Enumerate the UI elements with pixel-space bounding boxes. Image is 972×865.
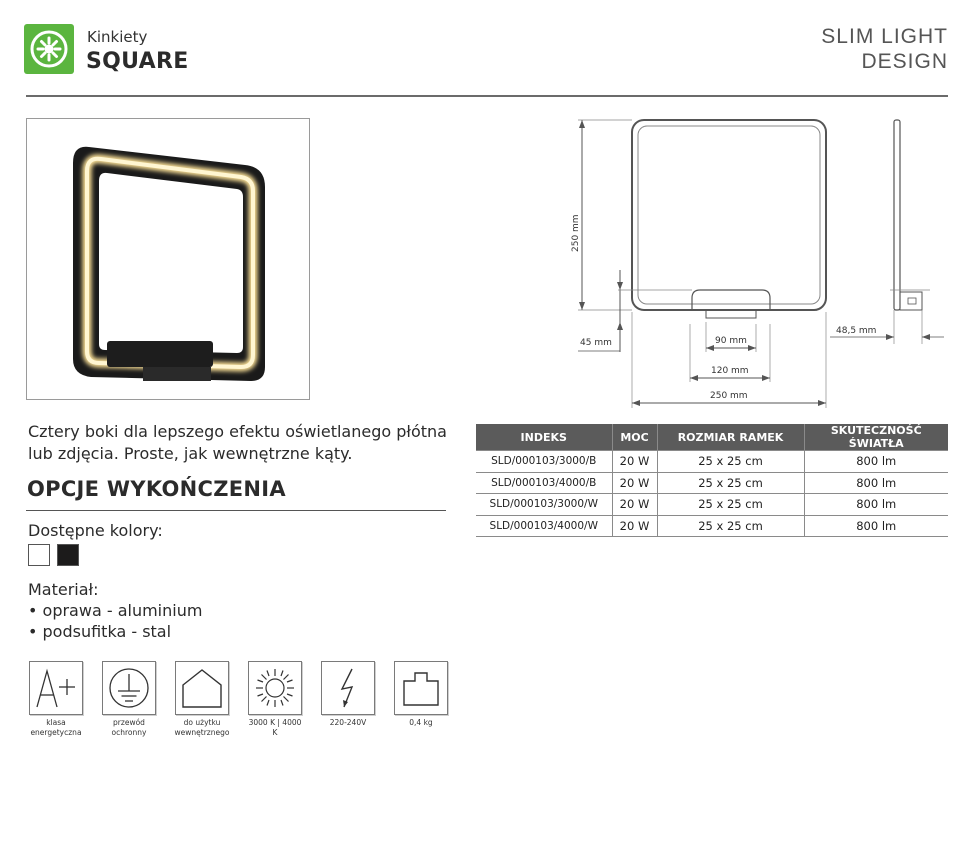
- cell-size: 25 x 25 cm: [657, 472, 804, 494]
- spec-table: [476, 424, 948, 537]
- material-list: [28, 600, 202, 642]
- cell-index: SLD/000103/4000/B: [476, 472, 612, 494]
- header-power: MOC: [612, 424, 657, 451]
- ground-protection-icon: [102, 661, 156, 715]
- table-row: [476, 515, 948, 537]
- header-frame-size: ROZMIAR RAMEK: [657, 424, 804, 451]
- dim-width-label: 250 mm: [710, 391, 748, 401]
- color-swatch-white: [28, 544, 50, 566]
- indoor-house-icon: [175, 661, 229, 715]
- cell-index: SLD/000103/4000/W: [476, 515, 612, 537]
- product-title: SQUARE: [86, 49, 189, 74]
- brand-logo-icon: [24, 24, 74, 74]
- feature-energy-class: [28, 661, 84, 738]
- dim-90-label: 90 mm: [715, 336, 747, 346]
- material-item: • podsufitka - stal: [28, 622, 172, 641]
- cell-lumen: 800 lm: [804, 494, 948, 516]
- voltage-lightning-icon: [321, 661, 375, 715]
- dim-120-label: 120 mm: [711, 366, 749, 376]
- category-label: Kinkiety: [87, 28, 148, 46]
- dim-depth-label: 48,5 mm: [836, 326, 877, 336]
- header-luminous-efficacy: SKUTECZNOŚĆ ŚWIATŁA: [804, 424, 948, 451]
- feature-label: wewnętrznego: [174, 728, 230, 737]
- feature-label: energetyczna: [30, 728, 82, 737]
- cell-size: 25 x 25 cm: [657, 494, 804, 516]
- energy-class-icon: [29, 661, 83, 715]
- feature-indoor: [174, 661, 230, 738]
- brand-line-1: SLIM LIGHT: [821, 25, 948, 48]
- table-row: [476, 472, 948, 494]
- brand-wordmark: [821, 24, 948, 74]
- cell-size: 25 x 25 cm: [657, 515, 804, 537]
- feature-label: do użytku: [183, 718, 221, 727]
- finish-options-heading: OPCJE WYKOŃCZENIA: [27, 477, 286, 501]
- product-description: Cztery boki dla lepszego efektu oświetlanego płótna lub zdjęcia. Proste, jak wewnętrzne kąty.: [28, 422, 447, 463]
- cell-lumen: 800 lm: [804, 472, 948, 494]
- feature-label: klasa: [46, 718, 66, 727]
- dim-height-label: 250 mm: [571, 214, 581, 252]
- feature-ground: [101, 661, 157, 738]
- material-item: • oprawa - aluminium: [28, 601, 203, 620]
- color-swatch-black: [57, 544, 79, 566]
- feature-voltage: [320, 661, 376, 728]
- cell-power: 20 W: [612, 472, 657, 494]
- cell-lumen: 800 lm: [804, 451, 948, 473]
- technical-drawing: [560, 112, 960, 414]
- cell-index: SLD/000103/3000/B: [476, 451, 612, 473]
- feature-label: 220-240V: [329, 718, 367, 727]
- header-divider: [26, 95, 948, 97]
- feature-label: 0,4 kg: [409, 718, 433, 727]
- sun-color-temperature-icon: [248, 661, 302, 715]
- product-photo: [26, 118, 310, 400]
- feature-label: 3000 K | 4000 K: [248, 718, 302, 737]
- dim-45-label: 45 mm: [580, 338, 612, 348]
- cell-lumen: 800 lm: [804, 515, 948, 537]
- feature-weight: [393, 661, 449, 728]
- material-label: Materiał:: [28, 580, 99, 599]
- cell-power: 20 W: [612, 515, 657, 537]
- available-colors-label: Dostępne kolory:: [28, 521, 163, 540]
- table-row: [476, 494, 948, 516]
- feature-label: ochronny: [111, 728, 147, 737]
- options-divider: [26, 510, 446, 511]
- cell-power: 20 W: [612, 451, 657, 473]
- cell-power: 20 W: [612, 494, 657, 516]
- table-row: [476, 451, 948, 473]
- header-index: INDEKS: [476, 424, 612, 451]
- brand-line-2: DESIGN: [861, 50, 948, 73]
- cell-index: SLD/000103/3000/W: [476, 494, 612, 516]
- spec-header-row: [476, 424, 948, 451]
- weight-icon: [394, 661, 448, 715]
- feature-label: przewód: [113, 718, 145, 727]
- feature-color-temperature: [247, 661, 303, 738]
- cell-size: 25 x 25 cm: [657, 451, 804, 473]
